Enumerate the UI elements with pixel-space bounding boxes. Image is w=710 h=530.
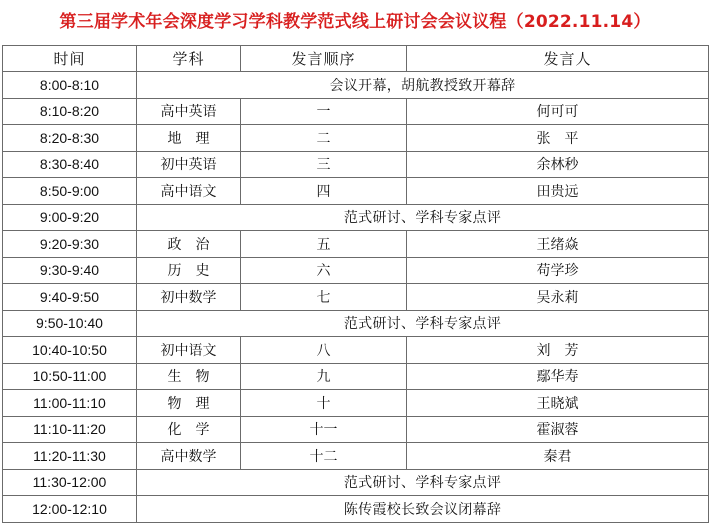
time-cell: 11:20-11:30 [3,443,137,470]
order-cell: 一 [241,98,407,125]
order-cell: 十 [241,390,407,417]
speaker-cell: 霍淑蓉 [407,416,709,443]
table-row [3,390,709,417]
table-row [3,178,709,205]
table-row [3,416,709,443]
time-cell: 8:00-8:10 [3,72,137,99]
speaker-cell: 张 平 [407,125,709,152]
speaker-cell: 田贵远 [407,178,709,205]
time-cell: 11:00-11:10 [3,390,137,417]
column-header-speaker: 发言人 [407,46,709,72]
column-header-subject: 学科 [137,46,241,72]
time-cell: 8:20-8:30 [3,125,137,152]
session-cell: 陈传霞校长致会议闭幕辞 [137,496,709,523]
column-header-order: 发言顺序 [241,46,407,72]
order-cell: 十二 [241,443,407,470]
table-row [3,443,709,470]
subject-cell: 高中英语 [137,98,241,125]
time-cell: 11:10-11:20 [3,416,137,443]
subject-cell: 高中语文 [137,178,241,205]
time-cell: 10:40-10:50 [3,337,137,364]
table-row [3,257,709,284]
table-row [3,496,709,523]
time-cell: 8:30-8:40 [3,151,137,178]
subject-cell: 政 治 [137,231,241,258]
time-cell: 9:30-9:40 [3,257,137,284]
agenda-body [3,72,709,523]
session-cell: 范式研讨、学科专家点评 [137,204,709,231]
order-cell: 三 [241,151,407,178]
agenda-table [2,45,709,523]
table-row [3,337,709,364]
table-row [3,363,709,390]
speaker-cell: 余林秒 [407,151,709,178]
time-cell: 8:10-8:20 [3,98,137,125]
table-row [3,98,709,125]
table-row [3,125,709,152]
table-row [3,151,709,178]
speaker-cell: 吴永莉 [407,284,709,311]
table-row [3,72,709,99]
speaker-cell: 苟学珍 [407,257,709,284]
subject-cell: 生 物 [137,363,241,390]
time-cell: 9:20-9:30 [3,231,137,258]
subject-cell: 物 理 [137,390,241,417]
subject-cell: 初中数学 [137,284,241,311]
order-cell: 七 [241,284,407,311]
table-header-row [3,46,709,72]
order-cell: 十一 [241,416,407,443]
speaker-cell: 刘 芳 [407,337,709,364]
session-cell: 范式研讨、学科专家点评 [137,310,709,337]
table-row [3,204,709,231]
time-cell: 11:30-12:00 [3,469,137,496]
session-cell: 会议开幕，胡航教授致开幕辞 [137,72,709,99]
session-cell: 范式研讨、学科专家点评 [137,469,709,496]
time-cell: 10:50-11:00 [3,363,137,390]
speaker-cell: 王绪焱 [407,231,709,258]
table-row [3,310,709,337]
time-cell: 9:00-9:20 [3,204,137,231]
speaker-cell: 王晓斌 [407,390,709,417]
subject-cell: 初中语文 [137,337,241,364]
subject-cell: 化 学 [137,416,241,443]
subject-cell: 初中英语 [137,151,241,178]
time-cell: 12:00-12:10 [3,496,137,523]
speaker-cell: 何可可 [407,98,709,125]
time-cell: 8:50-9:00 [3,178,137,205]
order-cell: 九 [241,363,407,390]
time-cell: 9:50-10:40 [3,310,137,337]
page-title: 第三届学术年会深度学习学科教学范式线上研讨会会议议程（2022.11.14） [59,12,651,32]
order-cell: 八 [241,337,407,364]
order-cell: 五 [241,231,407,258]
order-cell: 四 [241,178,407,205]
column-header-time: 时间 [3,46,137,72]
speaker-cell: 秦君 [407,443,709,470]
speaker-cell: 鄢华寿 [407,363,709,390]
table-row [3,469,709,496]
time-cell: 9:40-9:50 [3,284,137,311]
table-row [3,284,709,311]
subject-cell: 地 理 [137,125,241,152]
order-cell: 六 [241,257,407,284]
subject-cell: 历 史 [137,257,241,284]
subject-cell: 高中数学 [137,443,241,470]
table-row [3,231,709,258]
order-cell: 二 [241,125,407,152]
